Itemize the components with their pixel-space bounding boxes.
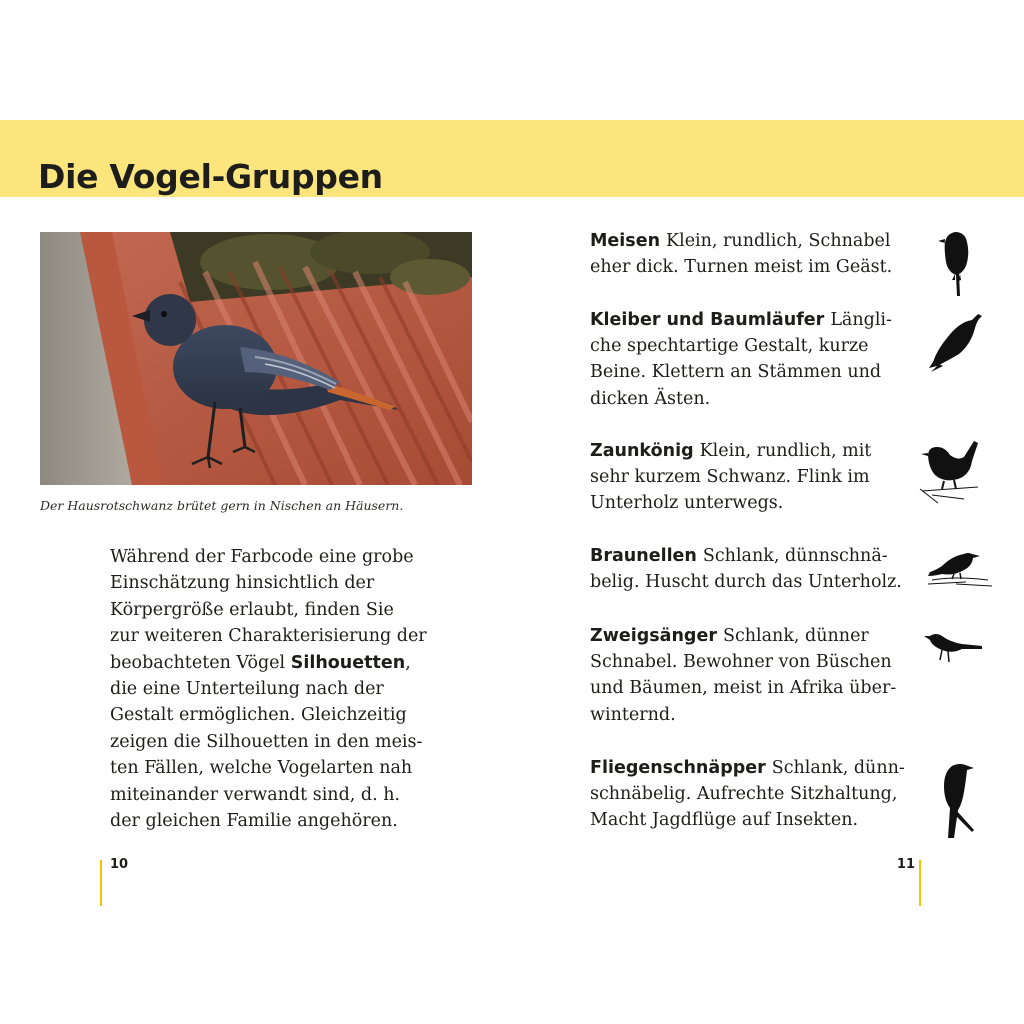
group-desc-line: Klein, rundlich, Schnabel: [666, 231, 891, 251]
nuthatch-silhouette-icon: [925, 310, 985, 372]
group-desc-line: Längli-: [830, 310, 892, 330]
intro-line: [110, 650, 455, 676]
page-rule-left: [100, 860, 102, 906]
intro-line: Gestalt ermöglichen. Gleichzeitig: [110, 705, 407, 726]
bird-photo: [40, 232, 472, 485]
group-meisen: [590, 228, 920, 280]
bold-suffix: ,: [405, 652, 411, 673]
intro-line: miteinander verwandt sind, d. h.: [110, 784, 401, 805]
group-desc-line: Schlank, dünn-: [771, 758, 905, 778]
group-braunellen: [590, 543, 920, 595]
group-desc-line: schnäbelig. Aufrechte Sitzhaltung,: [590, 784, 898, 805]
group-desc-line: Macht Jagdflüge auf Insekten.: [590, 810, 859, 831]
group-desc-line: eher dick. Turnen meist im Geäst.: [590, 257, 893, 278]
group-zaunkoenig: [590, 438, 920, 517]
intro-line: Einschätzung hinsichtlich der: [110, 573, 375, 594]
intro-line-text: beobachteten Vögel: [110, 652, 286, 673]
tit-silhouette-icon: [930, 226, 980, 298]
group-name: Kleiber und Baumläufer: [590, 310, 825, 330]
group-desc-line: che spechtartige Gestalt, kurze: [590, 336, 869, 357]
group-desc-line: belig. Huscht durch das Unterholz.: [590, 572, 902, 593]
page-rule-right: [919, 860, 921, 906]
group-name: Zweigsänger: [590, 626, 717, 646]
bold-term: Silhouetten: [290, 652, 406, 673]
intro-line: zeigen die Silhouetten in den meis-: [110, 731, 423, 752]
group-name: Braunellen: [590, 546, 697, 566]
group-name: Fliegenschnäpper: [590, 758, 766, 778]
intro-text: [110, 544, 455, 834]
group-fliegenschnaepper: [590, 755, 920, 834]
dunnock-silhouette-icon: [926, 546, 996, 588]
page-number-left: 10: [110, 857, 129, 872]
group-desc-line: Beine. Klettern an Stämmen und: [590, 362, 882, 383]
group-desc-line: dicken Ästen.: [590, 388, 711, 409]
intro-line: ten Fällen, welche Vogelarten nah: [110, 758, 413, 779]
intro-line: die eine Unterteilung nach der: [110, 679, 384, 700]
photo-caption: Der Hausrotschwanz brütet gern in Nischen an Häusern.: [40, 498, 404, 513]
warbler-silhouette-icon: [922, 628, 984, 664]
group-desc-line: sehr kurzem Schwanz. Flink im: [590, 467, 870, 488]
group-desc-line: und Bäumen, meist in Afrika über-: [590, 678, 897, 699]
page-title: Die Vogel-Gruppen: [38, 157, 383, 196]
wren-silhouette-icon: [918, 437, 984, 505]
group-desc-line: winternd.: [590, 704, 676, 725]
group-desc-line: Schnabel. Bewohner von Büschen: [590, 652, 892, 673]
intro-line: zur weiteren Charakterisierung der: [110, 626, 427, 647]
group-desc-line: Schlank, dünnschnä-: [702, 546, 888, 566]
group-kleiber-baumlaeufer: [590, 307, 920, 412]
group-name: Zaunkönig: [590, 441, 694, 461]
flycatcher-silhouette-icon: [934, 760, 978, 840]
group-desc-line: Klein, rundlich, mit: [699, 441, 872, 461]
group-desc-line: Unterholz unterwegs.: [590, 493, 784, 514]
group-zweigsaenger: [590, 623, 920, 728]
page-number-right: 11: [896, 857, 915, 872]
intro-line: Während der Farbcode eine grobe: [110, 547, 414, 567]
intro-line: Körpergröße erlaubt, finden Sie: [110, 599, 394, 620]
intro-line: der gleichen Familie angehören.: [110, 811, 398, 832]
group-desc-line: Schlank, dünner: [722, 626, 869, 646]
group-name: Meisen: [590, 231, 661, 251]
